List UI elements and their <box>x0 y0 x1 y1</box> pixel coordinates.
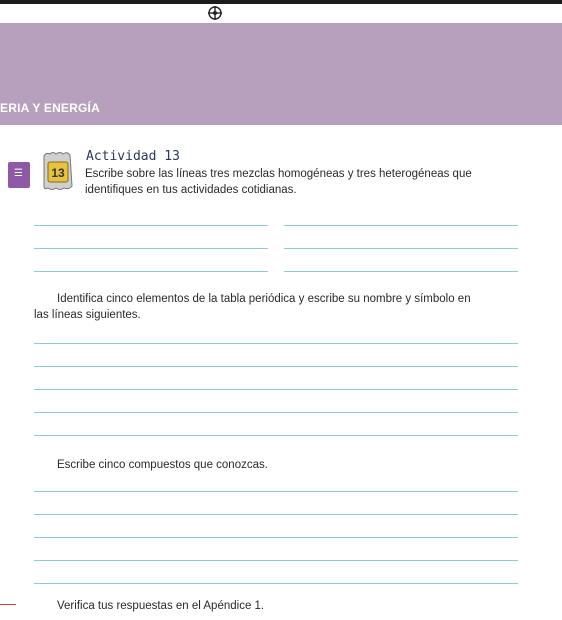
list-icon: ☰ <box>14 168 23 179</box>
answer-line-heterogeneous-3[interactable] <box>284 271 518 272</box>
element-answer-line-3[interactable] <box>34 389 518 390</box>
crosshair-icon <box>207 5 223 21</box>
footer-text: Verifica tus respuestas en el Apéndice 1. <box>57 600 265 612</box>
activity-number: 13 <box>51 166 65 180</box>
activity-number-icon <box>42 150 74 192</box>
activity-instruction-line1: Escribe sobre las líneas tres mezclas homogéneas y tres heterogéneas que <box>85 168 472 180</box>
compound-answer-line-5[interactable] <box>34 583 518 584</box>
footer-accent-mark <box>0 604 16 605</box>
answer-line-homogeneous-3[interactable] <box>34 271 268 272</box>
answer-line-heterogeneous-1[interactable] <box>284 225 518 226</box>
element-answer-line-5[interactable] <box>34 435 518 436</box>
element-answer-line-1[interactable] <box>34 343 518 344</box>
sidebar-badge[interactable] <box>8 162 30 188</box>
answer-line-homogeneous-1[interactable] <box>34 225 268 226</box>
task3-text: Escribe cinco compuestos que conozcas. <box>57 459 268 471</box>
compound-answer-line-3[interactable] <box>34 537 518 538</box>
answer-line-heterogeneous-2[interactable] <box>284 248 518 249</box>
element-answer-line-4[interactable] <box>34 412 518 413</box>
task2-line1: Identifica cinco elementos de la tabla periódica y escribe su nombre y símbolo en <box>57 293 471 305</box>
task2-line2: las líneas siguientes. <box>34 309 141 321</box>
element-answer-line-2[interactable] <box>34 366 518 367</box>
compound-answer-line-2[interactable] <box>34 514 518 515</box>
section-title: ERIA Y ENERGÍA <box>0 101 100 115</box>
activity-instruction-line2: identifiques en tus actividades cotidianas. <box>85 184 297 196</box>
activity-title: Actividad 13 <box>86 149 180 164</box>
compound-answer-line-4[interactable] <box>34 560 518 561</box>
answer-line-homogeneous-2[interactable] <box>34 248 268 249</box>
compound-answer-line-1[interactable] <box>34 491 518 492</box>
top-border <box>0 0 562 4</box>
